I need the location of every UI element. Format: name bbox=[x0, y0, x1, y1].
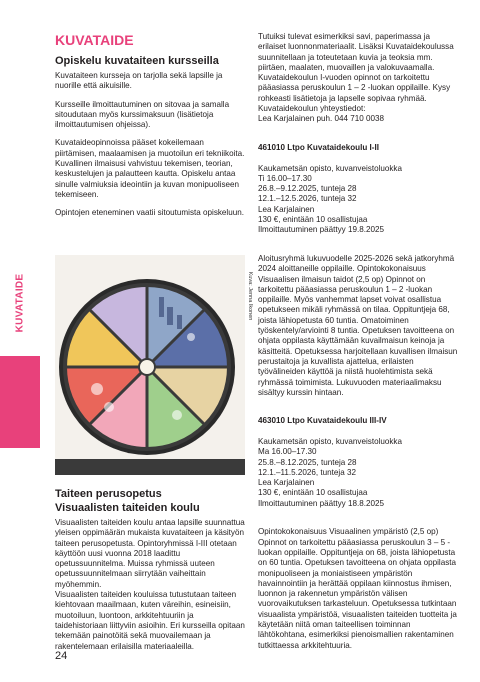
intro-paragraph-2: Kursseille ilmoittautuminen on sitovaa ja samalla sitoudutaan myös kurssimaksuun (lisätietoja ilmoittautumisen ohjeissa). bbox=[55, 99, 230, 130]
intro-paragraph-4: Opintojen eteneminen vaatii sitoutumista opiskeluun. bbox=[55, 208, 244, 218]
side-tab-marker bbox=[0, 356, 40, 448]
art-school-intro: Tutuiksi tulevat esimerkiksi savi, paperimassa ja erilaiset luonnonmateriaalit. Lisäksi Kuvataidekoulussa suunnitellaan ja toteutetaan kuvia ja teoksia mm. piirtäen, maalaten, muovaillen ja valokuvaamalla. Kuvataidekoulun I-vuoden opinnot on tarkoitettu pääasiassa peruskoulun 1 – 2 -luokan oppilaille. Kysy rohkeasti lisätietoja ja lapselle sopivaa ryhmää. Kuvataidekoulun yhteystiedot: Lea Karjalainen puh. 044 710 0038 bbox=[258, 32, 454, 124]
course-2-details: Kaukametsän opisto, kuvanveistoluokka Ma 16.00–17.30 25.8.–8.12.2025, tunteja 28 12.1.–11.5.2026, tunteja 32 Lea Karjalainen 130 €, enintään 10 osallistujaa Ilmoittautuminen päättyy 18.8.2025 bbox=[258, 436, 402, 508]
intro-heading: Opiskelu kuvataiteen kursseilla bbox=[55, 55, 219, 67]
side-tab-label: KUVATAIDE bbox=[14, 273, 26, 333]
basic-education-heading: Taiteen perusopetus bbox=[55, 488, 162, 500]
basic-education-section bbox=[55, 487, 245, 652]
intro-paragraph-3: Kuvataideopinnoissa pääset kokeilemaan piirtämisen, maalaamisen ja muotoilun eri tekniikoita. Kuvallinen ilmaisusi vahvistuu tekemisen, teorian, keskustelujen ja palautteen kautta. Opiskelu antaa sinulle valmiuksia ideointiin ja kuvan monipuoliseen tekemiseen. bbox=[55, 138, 245, 199]
intro-paragraph-1: Kuvataiteen kursseja on tarjolla sekä lapsille ja nuorille että aikuisille. bbox=[55, 71, 223, 91]
page-number: 24 bbox=[55, 650, 68, 662]
course-1-description: Aloitusryhmä lukuvuodelle 2025-2026 sekä jatkoryhmä 2024 aloittaneille oppilaille. Opintokokonaisuus Visuaalisen ilmaisun taidot (2,5 op) Opinnot on tarkoitettu pääasiassa peruskoulun 1 – 2 -luokan oppilaille. Myös vanhemmat lapset voivat osallistua opetukseen mikäli ryhmässä on tilaa. Oppituntjeja 68, joista lähiopetusta 60 tuntia. Omatoiminen työskentely/arviointi 8 tuntia. Opetuksen tavoitteena on ohjata oppilasta käyttämään kuvailmaisun keinoja ja käsitteitä. Opetuksessa harjoitellaan kuvallisen ilmaisun perustaitoja ja kuvallista ajattelua, erilaisten työvälineiden käyttöä ja niistä huolehtimista sekä ryhmässä toimimista. Lukuvuoden materiaalimaksu sisältyy kurssin hintaan. bbox=[258, 253, 458, 397]
course-2-description: Opintokokonaisuus Visuaalinen ympäristö (2,5 op) Opinnot on tarkoitettu pääasiassa peruskoulun 3 – 5 -luokan oppilaille. Oppituntjeja on 68, joista lähiopetusta on 60 tuntia. Opetuksen tavoitteena on ohjata oppilasta monipuoliseen ja moniaistiseen ympäristön havainnointiin ja herättää oppilaan kiinnostus ihmisen, luonnon ja rakennetun ympäristön välisen vuorovaikutuksen tarkasteluun. Opetuksessa tutkintaan visuaalista ympäristöä, visuaalisten taiteiden tuotteita ja käytetään niitä oman taiteellisen toiminnan lähtökohtana, esimerkiksi pienoismallien rakentaminen tutkittaessa arkkitehtuuria. bbox=[258, 527, 457, 650]
course-2-title: 463010 Ltpo Kuvataidekoulu III-IV bbox=[258, 416, 387, 426]
visual-arts-school-heading: Visuaalisten taiteiden koulu bbox=[55, 502, 200, 514]
visual-arts-paragraph-2: Visuaalisten taiteiden kouluissa tutustutaan taiteen kiehtovaan maailmaan, kuten väreihin, esineisiin, muotoiluun, luontoon, arkkitehtuuriin ja taidehistoriaan liittyviin asioihin. Eri kursseilla opitaan tekemään painotöitä sekä muovailemaan ja rakentelemaan erilaisilla materiaaleilla. bbox=[55, 590, 245, 651]
course-1-details: Kaukametsän opisto, kuvanveistoluokka Ti 16.00–17.30 26.8.–9.12.2025, tunteja 28 12.1.–12.5.2026, tunteja 32 Lea Karjalainen 130 €, enintään 10 osallistujaa Ilmoittautuminen päättyy 19.8.2025 bbox=[258, 163, 402, 235]
course-1-title: 461010 Ltpo Kuvataidekoulu I-II bbox=[258, 142, 379, 152]
left-column bbox=[55, 54, 245, 227]
section-title: KUVATAIDE bbox=[55, 32, 134, 48]
round-window-artwork bbox=[55, 255, 245, 475]
visual-arts-paragraph-1: Visuaalisten taiteiden koulu antaa lapsille suunnattua yleisen oppimäärän mukaista kuvataiteen ja käsityön taiteen perusopetusta. Opintoryhmissä I-III otetaan käyttöön uusi vuonna 2018 laadittu opetussuunnitelma. Muissa ryhmissä uuteen opetussuunnitelmaan siirrytään vaiheittain myöhemmin. bbox=[55, 518, 245, 589]
right-column bbox=[258, 32, 458, 651]
course-1 bbox=[258, 133, 458, 246]
photo-credit: Kuva: Jenna Ikonen bbox=[247, 271, 253, 321]
course-2 bbox=[258, 406, 458, 519]
stained-glass-photo bbox=[55, 255, 245, 475]
